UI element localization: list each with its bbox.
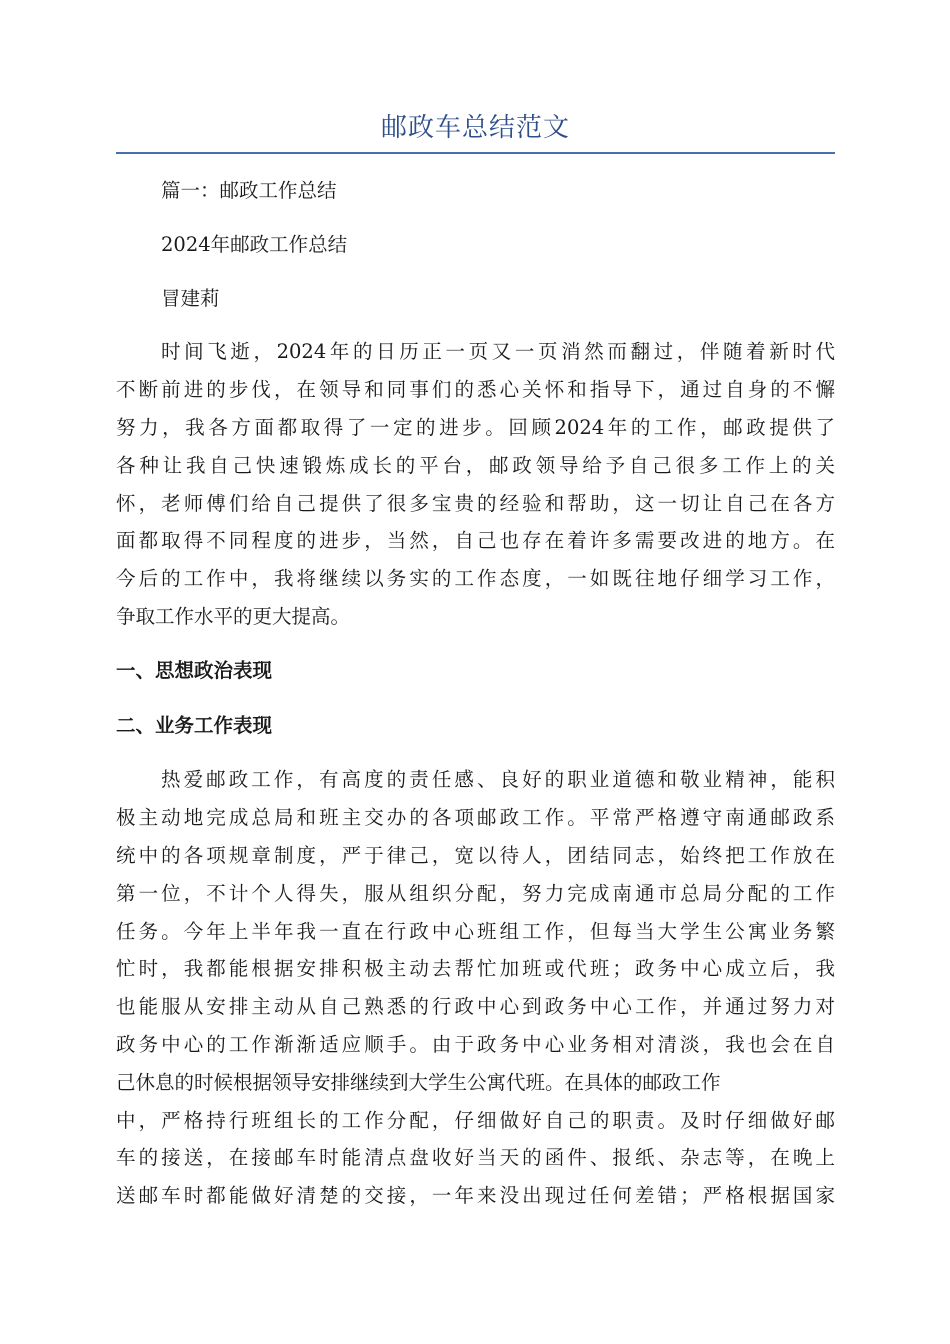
paragraph-line: 争取工作水平的更大提高。 — [116, 604, 351, 628]
paragraph-line: 中，严格持行班组长的工作分配，仔细做好自己的职责。及时仔细做好邮 — [116, 1108, 835, 1132]
section-heading-business: 二、业务工作表现 — [116, 713, 273, 737]
paragraph-line: 面都取得不同程度的进步，当然，自己也存在着许多需要改进的地方。在 — [116, 529, 835, 553]
paragraph-line: 第一位，不计个人得失，服从组织分配，努力完成南通市总局分配的工作 — [116, 881, 835, 905]
section-label: 篇一：邮政工作总结 — [161, 179, 337, 202]
paragraph-line: 己休息的时候根据领导安排继续到大学生公寓代班。在具体的邮政工作 — [116, 1070, 721, 1094]
paragraph-line: 努力，我各方面都取得了一定的进步。回顾2024年的工作，邮政提供了 — [116, 415, 835, 439]
paragraph-line: 也能服从安排主动从自己熟悉的行政中心到政务中心工作，并通过努力对 — [116, 995, 835, 1019]
report-title: 2024年邮政工作总结 — [161, 232, 348, 256]
section-heading-political: 一、思想政治表现 — [116, 658, 273, 682]
paragraph-line: 忙时，我都能根据安排积极主动去帮忙加班或代班；政务中心成立后，我 — [116, 957, 835, 981]
paragraph-line: 统中的各项规章制度，严于律己，宽以待人，团结同志，始终把工作放在 — [116, 843, 835, 867]
business-paragraph — [116, 761, 835, 1215]
document-page — [116, 110, 835, 1231]
paragraph-line: 车的接送，在接邮车时能清点盘收好当天的函件、报纸、杂志等，在晚上 — [116, 1146, 835, 1170]
paragraph-line: 时间飞逝，2024年的日历正一页又一页消然而翻过，伴随着新时代 — [161, 340, 835, 364]
intro-paragraph — [116, 333, 835, 635]
paragraph-line: 各种让我自己快速锻炼成长的平台，邮政领导给予自己很多工作上的关 — [116, 453, 835, 477]
author-name: 冒建莉 — [161, 286, 220, 310]
paragraph-line: 不断前进的步伐，在领导和同事们的悉心关怀和指导下，通过自身的不懈 — [116, 378, 835, 402]
document-title: 邮政车总结范文 — [380, 113, 570, 143]
paragraph-line: 任务。今年上半年我一直在行政中心班组工作，但每当大学生公寓业务繁 — [116, 919, 835, 943]
paragraph-line: 怀，老师傅们给自己提供了很多宝贵的经验和帮助，这一切让自己在各方 — [116, 491, 835, 515]
title-underline — [116, 152, 835, 154]
paragraph-line: 政务中心的工作渐渐适应顺手。由于政务中心业务相对清淡，我也会在自 — [116, 1032, 835, 1056]
paragraph-line: 今后的工作中，我将继续以务实的工作态度，一如既往地仔细学习工作， — [116, 567, 835, 591]
paragraph-line: 热爱邮政工作，有高度的责任感、良好的职业道德和敬业精神，能积 — [161, 768, 835, 792]
paragraph-line: 送邮车时都能做好清楚的交接，一年来没出现过任何差错；严格根据国家 — [116, 1184, 835, 1208]
paragraph-line: 极主动地完成总局和班主交办的各项邮政工作。平常严格遵守南通邮政系 — [116, 806, 835, 830]
